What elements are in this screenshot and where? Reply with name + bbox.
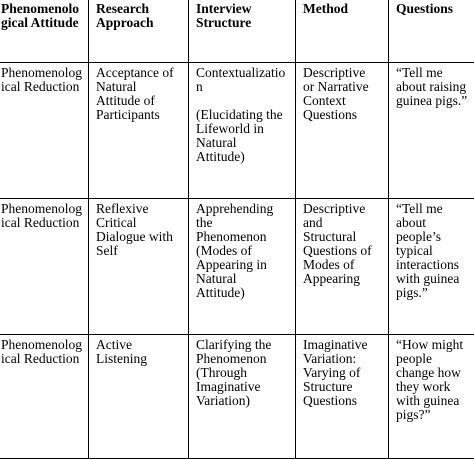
table-row [0, 63, 474, 199]
table-cell-questions: “Tell me about raising guinea pigs.” [389, 63, 474, 199]
table-header-row [0, 0, 474, 63]
table-cell-attitude: Phenomenolog ical Reduction [0, 199, 89, 335]
table-cell-method: Descriptive and Structural Questions of Modes of Appearing [296, 199, 389, 335]
table-cell-method: Descriptive or Narrative Context Questions [296, 63, 389, 199]
header-research-approach: Research Approach [89, 0, 189, 63]
table-row [0, 335, 474, 459]
table-cell-structure: Clarifying the Phenomenon (Through Imaginative Variation) [189, 335, 296, 459]
table-cell-structure: Contextualizatio n (Elucidating the Lifeworld in Natural Attitude) [189, 63, 296, 199]
table-cell-questions: “Tell me about people’s typical interactions with guinea pigs.” [389, 199, 474, 335]
table-cell-approach: Active Listening [89, 335, 189, 459]
header-method: Method [296, 0, 389, 63]
table-cell-attitude: Phenomenolog ical Reduction [0, 335, 89, 459]
header-interview-structure: Interview Structure [189, 0, 296, 63]
header-phenomenological-attitude: Phenomenolo gical Attitude [0, 0, 89, 63]
table-cell-method: Imaginative Variation: Varying of Structure Questions [296, 335, 389, 459]
table-cell-approach: Reflexive Critical Dialogue with Self [89, 199, 189, 335]
table-cell-attitude: Phenomenolog ical Reduction [0, 63, 89, 199]
table-cell-approach: Acceptance of Natural Attitude of Participants [89, 63, 189, 199]
header-questions: Questions [389, 0, 474, 63]
table-cell-questions: “How might people change how they work with guinea pigs?” [389, 335, 474, 459]
table-cell-structure: Apprehending the Phenomenon (Modes of Appearing in Natural Attitude) [189, 199, 296, 335]
table-row [0, 199, 474, 335]
